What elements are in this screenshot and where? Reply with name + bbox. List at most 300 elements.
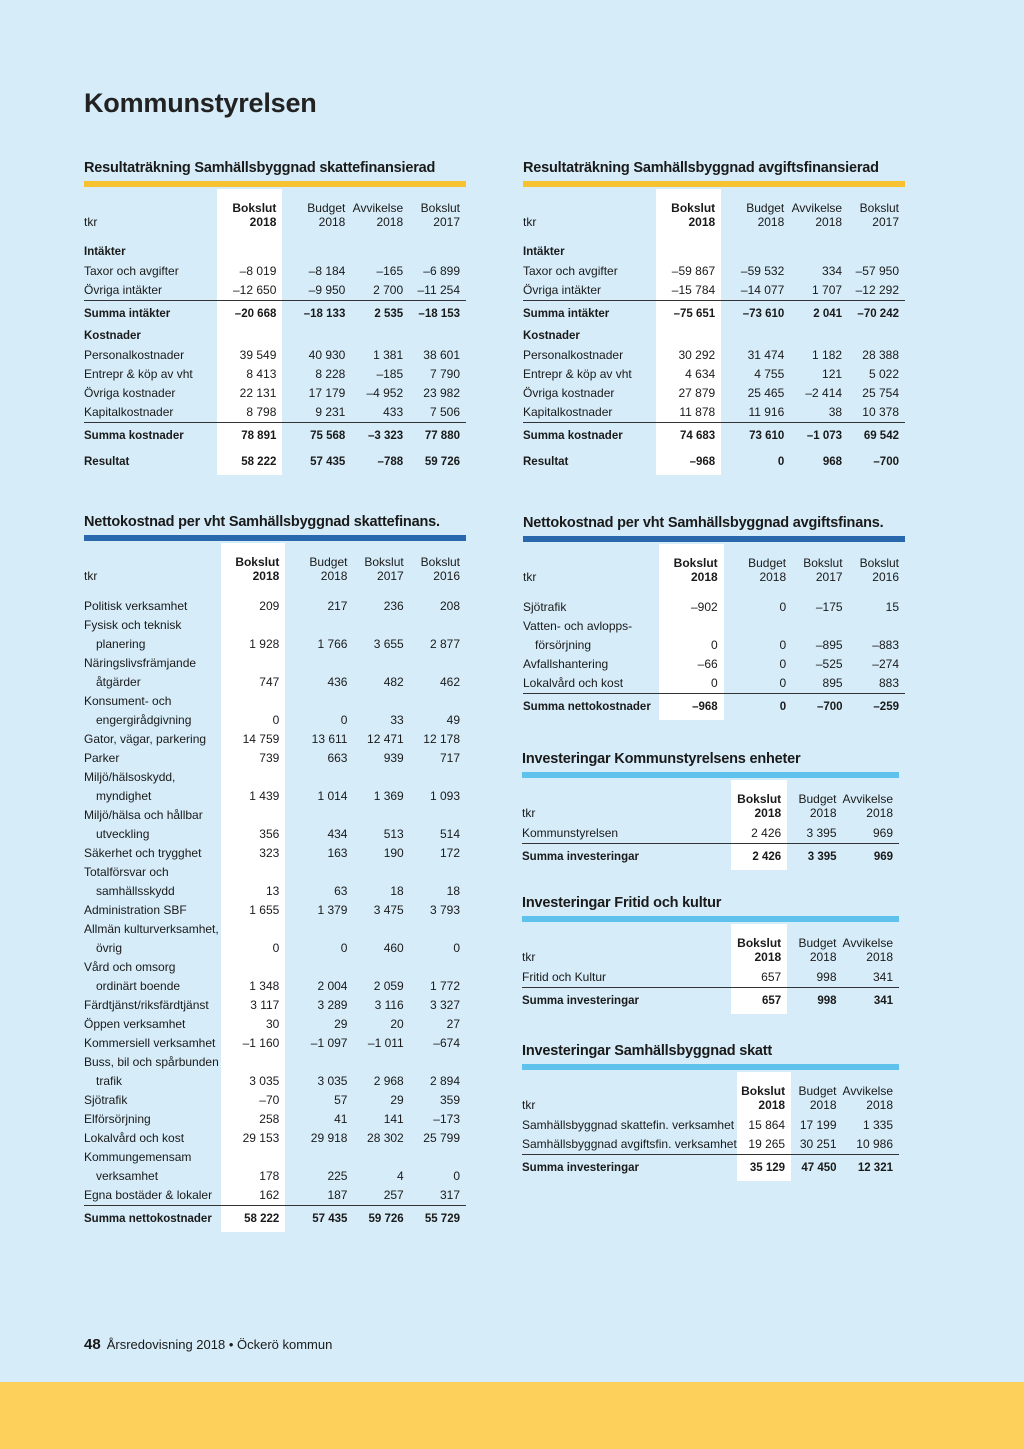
- row-label-continued: övrig: [96, 941, 123, 955]
- empty-cell: [221, 768, 286, 787]
- column-header: [790, 189, 848, 233]
- row-value: 1 182: [812, 348, 843, 362]
- row-label: Lokalvård och kost: [84, 1131, 185, 1145]
- row-value: [656, 243, 721, 262]
- row-label: Kostnader: [523, 330, 580, 342]
- header-line-1: Avvikelse: [791, 201, 843, 215]
- row-label: Vård och omsorg: [84, 960, 176, 974]
- spacer-row: [523, 588, 905, 598]
- table-row: [84, 863, 466, 882]
- empty-cell: [353, 654, 409, 673]
- row-value: 12 178: [423, 732, 460, 746]
- column-header: [849, 544, 905, 588]
- row-value: –8 184: [308, 264, 346, 278]
- row-value: 25 754: [862, 386, 899, 400]
- row-value: –1 160: [221, 1034, 286, 1053]
- row-value: 0: [340, 941, 348, 955]
- row-label: Intäkter: [523, 246, 565, 258]
- spacer-cell: [217, 233, 282, 243]
- row-label-continued: ordinärt boende: [96, 979, 181, 993]
- table-row: [84, 1186, 466, 1206]
- table-row-continued: [523, 636, 905, 655]
- row-value: 162: [221, 1186, 286, 1206]
- row-label: Sjötrafik: [523, 600, 567, 614]
- header-line-1: Bokslut: [803, 556, 843, 570]
- row-value: 969: [843, 844, 899, 871]
- table-row: [84, 1148, 466, 1167]
- empty-cell: [285, 958, 353, 977]
- row-value: 9 231: [315, 405, 346, 419]
- table-resultat-avgift: [523, 158, 905, 475]
- header-line-2: 2018: [866, 950, 893, 964]
- column-header-label: tkr: [84, 569, 98, 583]
- empty-cell: [410, 654, 466, 673]
- column-header: [409, 189, 466, 233]
- row-value: 57: [334, 1093, 348, 1107]
- row-value: –4 952: [366, 386, 404, 400]
- row-value: 13 611: [311, 732, 348, 746]
- row-label: Summa intäkter: [523, 301, 656, 328]
- row-value: 2 426: [731, 844, 788, 871]
- row-value: –57 950: [855, 264, 899, 278]
- header-line-1: Bokslut: [741, 1084, 786, 1098]
- table-nettokostnad-skatt: [84, 512, 466, 1232]
- row-value: 883: [878, 676, 899, 690]
- row-value: 334: [822, 264, 843, 278]
- row-value: 8 798: [217, 403, 282, 423]
- table-row: [523, 301, 905, 328]
- table-row: [84, 616, 466, 635]
- empty-cell: [285, 1053, 353, 1072]
- header-line-1: Budget: [307, 201, 346, 215]
- title-underline: [522, 1064, 899, 1070]
- row-value: 27: [446, 1017, 460, 1031]
- row-label-continued: samhällsskydd: [96, 884, 175, 898]
- table-row: [84, 403, 466, 423]
- sum-row: [84, 1206, 466, 1233]
- empty-cell: [285, 692, 353, 711]
- row-value: 7 506: [429, 405, 460, 419]
- column-header: [731, 780, 788, 824]
- row-value: 20: [390, 1017, 404, 1031]
- spacer-cell: [659, 588, 724, 598]
- row-value: 11 878: [656, 403, 721, 423]
- table-row: [523, 655, 905, 674]
- column-header-label: tkr: [523, 570, 537, 584]
- table-row: [523, 423, 905, 450]
- header-row: [522, 1072, 899, 1116]
- table-row: [523, 346, 905, 365]
- table-row: [84, 301, 466, 328]
- row-value: –175: [815, 600, 843, 614]
- table-row: [84, 1053, 466, 1072]
- sum-row: [523, 694, 905, 721]
- empty-cell: [285, 768, 353, 787]
- column-header: [221, 543, 286, 587]
- empty-cell: [353, 1148, 409, 1167]
- table-row-continued: [84, 1167, 466, 1186]
- spacer-cell: [849, 588, 905, 598]
- row-value: 18: [446, 884, 460, 898]
- row-value: 178: [221, 1167, 286, 1186]
- row-label: Resultat: [84, 456, 130, 468]
- spacer-row: [523, 233, 905, 243]
- empty-cell: [221, 1148, 286, 1167]
- table-row: [522, 1116, 899, 1135]
- header-line-2: 2018: [318, 215, 346, 229]
- spacer-cell: [724, 588, 792, 598]
- spacer-cell: [409, 233, 466, 243]
- row-value: [721, 327, 790, 346]
- row-label: Allmän kulturverksamhet,: [84, 922, 219, 936]
- header-line-1: Avvikelse: [352, 201, 404, 215]
- table-row: [84, 281, 466, 301]
- title-underline: [522, 916, 899, 922]
- table-nettokostnad-avgift: [523, 513, 905, 720]
- row-value: 25 465: [747, 386, 785, 400]
- row-value: 38: [828, 405, 843, 419]
- title-underline: [84, 535, 466, 541]
- empty-cell: [410, 692, 466, 711]
- column-header: [791, 1072, 842, 1116]
- empty-cell: [353, 768, 409, 787]
- row-value: 15: [885, 600, 899, 614]
- header-line-1: Bokslut: [859, 556, 899, 570]
- spacer-cell: [523, 588, 659, 598]
- column-header: [787, 924, 842, 968]
- empty-cell: [410, 958, 466, 977]
- row-value: 657: [731, 968, 788, 988]
- row-label: Miljö/hälsa och hållbar: [84, 808, 203, 822]
- header-line-2: 2017: [377, 569, 404, 583]
- row-label: Samhällsbyggnad skattefin. verksamhet: [522, 1118, 735, 1132]
- footer: [84, 1336, 332, 1353]
- row-value: 18: [390, 884, 404, 898]
- header-line-2: 2018: [754, 950, 782, 964]
- table-row: [84, 346, 466, 365]
- row-label: Kapitalkostnader: [84, 405, 174, 419]
- header-line-1: Bokslut: [737, 936, 782, 950]
- row-value: –14 077: [740, 283, 785, 297]
- row-value: 25 799: [423, 1131, 460, 1145]
- row-value: 3 327: [429, 998, 460, 1012]
- row-value: 13: [221, 882, 286, 901]
- header-row: [84, 189, 466, 233]
- table-row: [84, 996, 466, 1015]
- row-label: Färdtjänst/riksfärdtjänst: [84, 998, 209, 1012]
- table-row: [522, 824, 899, 844]
- header-line-1: Bokslut: [673, 556, 718, 570]
- empty-cell: [353, 920, 409, 939]
- row-value: 1 928: [221, 635, 286, 654]
- row-value: 0: [453, 941, 460, 955]
- table-title: Investeringar Kommunstyrelsens enheter: [522, 751, 801, 767]
- empty-cell: [221, 806, 286, 825]
- spacer-cell: [351, 233, 409, 243]
- row-value: 895: [822, 676, 843, 690]
- row-value: 10 986: [856, 1137, 893, 1151]
- row-value: 31 474: [747, 348, 785, 362]
- spacer-cell: [221, 587, 286, 597]
- row-label: Personalkostnader: [523, 348, 624, 362]
- row-label: Summa investeringar: [522, 844, 731, 871]
- sum-row: [522, 844, 899, 871]
- row-label: Personalkostnader: [84, 348, 185, 362]
- header-line-2: 2018: [757, 215, 785, 229]
- title-underline: [84, 181, 466, 187]
- table-row: [523, 327, 905, 346]
- row-label: Parker: [84, 751, 120, 765]
- table-row: [84, 844, 466, 863]
- row-value: –1 011: [367, 1036, 404, 1050]
- column-header: [410, 543, 466, 587]
- column-header: [792, 544, 848, 588]
- row-value: –1 097: [310, 1036, 348, 1050]
- row-value: –75 651: [656, 301, 721, 328]
- row-value: –185: [376, 367, 404, 381]
- row-value: 4: [397, 1169, 404, 1183]
- header-line-2: 2016: [872, 570, 899, 584]
- row-label: Elförsörjning: [84, 1112, 151, 1126]
- row-value: 225: [327, 1169, 348, 1183]
- column-header: [843, 924, 899, 968]
- row-value: 0: [779, 600, 787, 614]
- header-line-1: Bokslut: [420, 555, 460, 569]
- header-line-1: Budget: [748, 556, 787, 570]
- table-row: [84, 384, 466, 403]
- table-row: [84, 243, 466, 262]
- row-value: 41: [334, 1112, 348, 1126]
- table-row: [84, 1034, 466, 1053]
- column-header: [656, 189, 721, 233]
- empty-cell: [849, 617, 905, 636]
- row-label: Summa investeringar: [522, 988, 731, 1015]
- row-value: 8 228: [315, 367, 346, 381]
- row-label: Administration SBF: [84, 903, 187, 917]
- table-row: [523, 384, 905, 403]
- table-row: [84, 901, 466, 920]
- row-value: 2 877: [429, 637, 460, 651]
- empty-cell: [353, 692, 409, 711]
- table-row: [84, 597, 466, 616]
- row-value: 1 439: [221, 787, 286, 806]
- row-label: Kommungemensam: [84, 1150, 192, 1164]
- header-line-2: 2018: [866, 806, 893, 820]
- table-investeringar-fritid: [522, 893, 899, 1014]
- header-line-1: Budget: [309, 555, 348, 569]
- row-value: 1 335: [862, 1118, 893, 1132]
- empty-cell: [221, 1053, 286, 1072]
- column-header: [721, 189, 790, 233]
- spacer-cell: [84, 233, 217, 243]
- header-line-1: Bokslut: [420, 201, 460, 215]
- row-value: [848, 327, 905, 346]
- header-line-1: Budget: [746, 201, 785, 215]
- row-label-continued: trafik: [96, 1074, 123, 1088]
- data-table: [522, 924, 899, 1014]
- column-header: [848, 189, 905, 233]
- empty-cell: [285, 616, 353, 635]
- row-value: –18 153: [409, 301, 466, 328]
- header-line-2: 2018: [809, 806, 837, 820]
- header-line-1: Budget: [798, 792, 837, 806]
- row-label: Resultat: [523, 456, 569, 468]
- row-value: 3 475: [373, 903, 404, 917]
- row-value: –66: [659, 655, 724, 674]
- row-value: –674: [433, 1036, 460, 1050]
- table-row-continued: [84, 673, 466, 692]
- row-label: Övriga kostnader: [523, 386, 615, 400]
- row-value: [217, 327, 282, 346]
- row-label: Samhällsbyggnad avgiftsfin. verksamhet: [522, 1137, 737, 1151]
- table-row: [84, 449, 466, 475]
- row-value: [848, 243, 905, 262]
- row-value: 0: [340, 713, 348, 727]
- row-label: Vatten- och avlopps-: [523, 619, 633, 633]
- row-value: [351, 327, 409, 346]
- row-value: –12 292: [855, 283, 899, 297]
- row-label: Kapitalkostnader: [523, 405, 613, 419]
- row-value: 27 879: [656, 384, 721, 403]
- row-value: 30 292: [656, 346, 721, 365]
- row-value: 17 199: [799, 1118, 837, 1132]
- header-line-1: Budget: [798, 1084, 837, 1098]
- row-value: 236: [383, 599, 404, 613]
- column-header-label: tkr: [522, 950, 536, 964]
- row-value: [790, 243, 848, 262]
- row-value: 29: [390, 1093, 404, 1107]
- row-value: 739: [221, 749, 286, 768]
- row-value: 12 321: [843, 1155, 899, 1182]
- table-investeringar-sbf: [522, 1041, 899, 1181]
- empty-cell: [221, 616, 286, 635]
- empty-cell: [659, 617, 724, 636]
- table-row: [84, 806, 466, 825]
- header-line-1: Bokslut: [737, 792, 782, 806]
- data-table: [84, 189, 466, 475]
- row-label: Näringslivsfrämjande: [84, 656, 197, 670]
- row-value: [282, 243, 351, 262]
- row-value: –15 784: [656, 281, 721, 301]
- row-value: 1 381: [373, 348, 404, 362]
- row-value: 2 059: [373, 979, 404, 993]
- row-value: 1 772: [429, 979, 460, 993]
- row-label: Taxor och avgifter: [84, 264, 179, 278]
- row-label: Övriga intäkter: [523, 283, 602, 297]
- column-header-label: tkr: [523, 215, 537, 229]
- row-value: 436: [327, 675, 348, 689]
- row-value: 717: [439, 751, 460, 765]
- empty-cell: [221, 863, 286, 882]
- row-value: 7 790: [429, 367, 460, 381]
- row-value: –8 019: [217, 262, 282, 281]
- spacer-cell: [848, 233, 905, 243]
- row-value: 2 894: [429, 1074, 460, 1088]
- row-label: Politisk verksamhet: [84, 599, 188, 613]
- row-value: –700: [792, 694, 848, 721]
- row-value: –895: [815, 638, 843, 652]
- empty-cell: [285, 654, 353, 673]
- page-title: Kommunstyrelsen: [84, 88, 317, 118]
- row-value: 17 179: [308, 386, 346, 400]
- row-value: 1 014: [317, 789, 348, 803]
- row-value: 2 004: [317, 979, 348, 993]
- row-value: 657: [731, 988, 788, 1015]
- row-value: 78 891: [217, 423, 282, 450]
- empty-cell: [353, 958, 409, 977]
- row-value: 28 302: [367, 1131, 404, 1145]
- row-value: 2 968: [373, 1074, 404, 1088]
- row-value: 8 413: [217, 365, 282, 384]
- row-label: Summa nettokostnader: [523, 694, 659, 721]
- table-row-continued: [84, 1072, 466, 1091]
- row-value: 257: [383, 1188, 404, 1202]
- empty-cell: [353, 616, 409, 635]
- table-row-continued: [84, 882, 466, 901]
- table-resultat-skatt: [84, 158, 466, 475]
- row-label: Kommunstyrelsen: [522, 826, 619, 840]
- row-value: 0: [221, 711, 286, 730]
- title-underline: [523, 536, 905, 542]
- empty-cell: [410, 863, 466, 882]
- row-value: 190: [383, 846, 404, 860]
- header-line-2: 2018: [688, 215, 716, 229]
- row-label: Intäkter: [84, 246, 126, 258]
- empty-cell: [353, 863, 409, 882]
- row-value: 3 117: [221, 996, 286, 1015]
- table-row: [523, 403, 905, 423]
- row-value: [282, 327, 351, 346]
- table-row: [523, 281, 905, 301]
- header-line-2: 2018: [252, 569, 280, 583]
- row-value: 69 542: [848, 423, 905, 450]
- header-line-2: 2018: [690, 570, 718, 584]
- table-row: [523, 674, 905, 694]
- row-value: 433: [383, 405, 404, 419]
- empty-cell: [410, 1148, 466, 1167]
- empty-cell: [353, 806, 409, 825]
- header-line-2: 2018: [320, 569, 348, 583]
- header-row: [522, 924, 899, 968]
- row-value: 28 388: [862, 348, 899, 362]
- empty-cell: [410, 920, 466, 939]
- row-value: 0: [659, 636, 724, 655]
- empty-cell: [221, 692, 286, 711]
- row-value: 75 568: [282, 423, 351, 450]
- row-value: 0: [777, 456, 785, 468]
- data-table: [523, 189, 905, 475]
- row-value: [790, 327, 848, 346]
- row-value: 1 348: [221, 977, 286, 996]
- row-value: 460: [383, 941, 404, 955]
- empty-cell: [221, 654, 286, 673]
- row-value: 3 395: [806, 826, 837, 840]
- row-value: 14 759: [221, 730, 286, 749]
- row-value: –3 323: [351, 423, 409, 450]
- empty-cell: [221, 958, 286, 977]
- row-value: –968: [656, 449, 721, 475]
- row-label: Övriga kostnader: [84, 386, 176, 400]
- row-value: 35 129: [737, 1155, 791, 1182]
- row-value: 3 793: [429, 903, 460, 917]
- table-investeringar-ks: [522, 749, 899, 870]
- header-line-1: Avvikelse: [842, 936, 893, 950]
- table-row: [523, 449, 905, 475]
- row-value: 3 035: [221, 1072, 286, 1091]
- column-header: [787, 780, 842, 824]
- row-value: 12 471: [367, 732, 404, 746]
- table-row: [523, 243, 905, 262]
